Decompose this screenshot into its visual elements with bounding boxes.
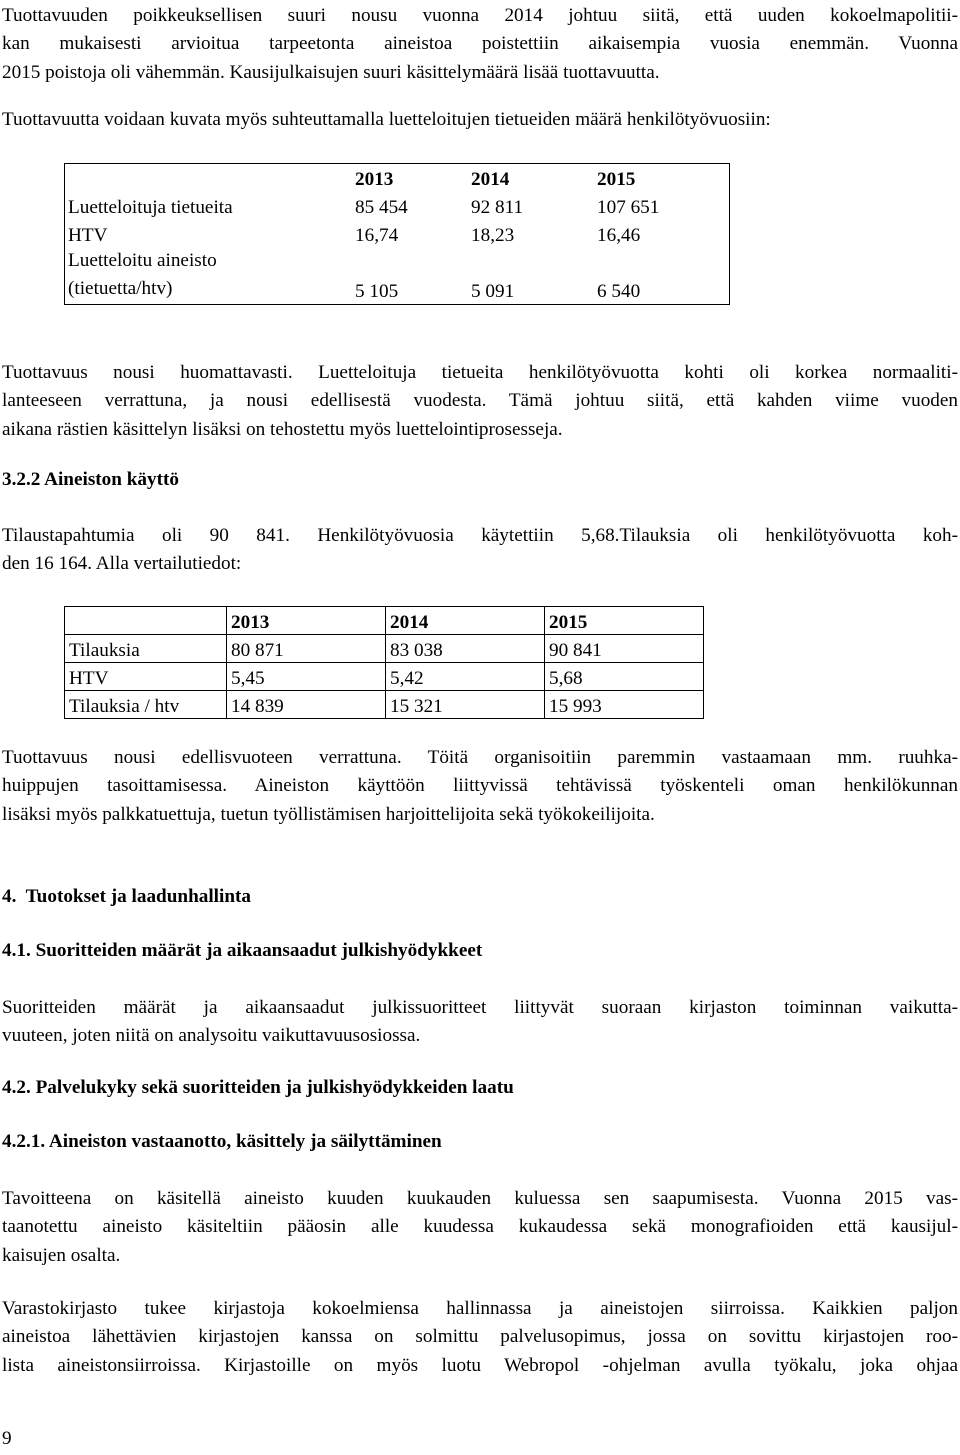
text-line: huippujen tasoittamisessa. Aineiston käyttöön liittyvissä tehtävissä työskenteli oman henkilökunnan <box>2 775 958 797</box>
table-cell: 16,74 <box>355 225 399 246</box>
table-cell-line: (tietuetta/htv) <box>68 278 173 299</box>
heading-3-2-2: 3.2.2 Aineiston käyttö <box>2 469 179 490</box>
table-cell: 15 993 <box>545 691 704 719</box>
text-line: lanteeseen verrattuna, ja nousi edellisestä vuodesta. Tämä johtuu siitä, että kahden viime vuoden <box>2 390 958 412</box>
text-line: aikana rästien käsittelyn lisäksi on tehostettu myös luettelointiprosesseja. <box>2 418 563 440</box>
table-header: 2014 <box>471 169 510 190</box>
table-cell: 83 038 <box>386 635 545 663</box>
table-cell: Tilauksia <box>65 635 227 663</box>
text-line: Varastokirjasto tukee kirjastoja kokoelmiensa hallinnassa ja aineistojen siirroissa. Kaikkien paljon <box>2 1298 958 1319</box>
paragraph-repository <box>2 1295 958 1380</box>
text-line: aineistoa lähettävien kirjastojen kanssa on solmittu palvelusopimus, jossa on sovittu kirjastojen roo- <box>2 1326 958 1348</box>
table-cell <box>65 607 227 635</box>
text-line: Tuottavuutta voidaan kuvata myös suhteuttamalla luetteloitujen tietueiden määrä henkilötyövuosiin: <box>2 109 771 130</box>
paragraph-goal <box>2 1185 958 1270</box>
table-cell: 15 321 <box>386 691 545 719</box>
text-line: den 16 164. Alla vertailutiedot: <box>2 553 242 575</box>
table-cell: 6 540 <box>597 281 641 302</box>
table-header: 2014 <box>386 607 545 635</box>
paragraph-usage <box>2 744 958 829</box>
table-cell <box>64 163 351 191</box>
text-line: Tuottavuus nousi edellisvuoteen verrattuna. Töitä organisoitiin paremmin vastaamaan mm. ruuhka- <box>2 747 958 768</box>
table-cell: 85 454 <box>355 197 408 218</box>
text-line: Tuottavuuden poikkeuksellisen suuri nousu vuonna 2014 johtuu siitä, että uuden kokoelmapolitii- <box>2 5 958 26</box>
table-cell <box>64 247 351 303</box>
paragraph-outputs <box>2 994 958 1051</box>
cataloguing-table <box>64 163 730 303</box>
table-cell: HTV <box>65 663 227 691</box>
page-number: 9 <box>2 1428 12 1449</box>
table-cell: 92 811 <box>471 197 524 218</box>
text-line: kaisujen osalta. <box>2 1244 121 1266</box>
table-cell: 5,45 <box>227 663 386 691</box>
paragraph-productivity <box>2 359 958 444</box>
text-line: taanotettu aineisto käsiteltiin pääosin alle kuudessa kukaudessa sekä monografioiden että kausijul- <box>2 1216 958 1238</box>
table-cell-line: Luetteloitu aineisto <box>68 250 217 271</box>
table-cell: HTV <box>68 225 108 246</box>
text-line: Tilaustapahtumia oli 90 841. Henkilötyövuosia käytettiin 5,68.Tilauksia oli henkilötyövuotta koh- <box>2 525 958 546</box>
text-line: vuuteen, joten niitä on analysoitu vaikuttavuusosiossa. <box>2 1025 421 1047</box>
table-header: 2013 <box>227 607 386 635</box>
intro-paragraph <box>2 2 958 87</box>
heading-4-2: 4.2. Palvelukyky sekä suoritteiden ja julkishyödykkeiden laatu <box>2 1077 514 1098</box>
orders-table <box>64 606 704 719</box>
paragraph-orders <box>2 522 958 579</box>
intro-paragraph-2 <box>2 106 958 134</box>
table-cell: Tilauksia / htv <box>65 691 227 719</box>
table-row <box>65 691 704 719</box>
table-row <box>64 219 730 247</box>
table-cell: 90 841 <box>545 635 704 663</box>
heading-4-2-1: 4.2.1. Aineiston vastaanotto, käsittely ja säilyttäminen <box>2 1131 442 1152</box>
table-header: 2015 <box>597 169 636 190</box>
table-header: 2015 <box>545 607 704 635</box>
heading-4: 4. Tuotokset ja laadunhallinta <box>2 886 251 907</box>
text-line: 2015 poistoja oli vähemmän. Kausijulkaisujen suuri käsittelymäärä lisää tuottavuutta. <box>2 61 660 83</box>
table-cell: Luetteloituja tietueita <box>68 197 233 218</box>
table-cell: 5 105 <box>355 281 399 302</box>
table-cell: 16,46 <box>597 225 641 246</box>
table-row <box>64 191 730 219</box>
table-header: 2013 <box>355 169 394 190</box>
text-line: Tuottavuus nousi huomattavasti. Luetteloituja tietueita henkilötyövuotta kohti oli korkea normaaliti- <box>2 362 958 383</box>
table-cell: 107 651 <box>597 197 660 218</box>
text-line: kan mukaisesti arvioitua tarpeetonta aineistoa poistettiin aikaisempia vuosia enemmän. Vuonna <box>2 33 958 55</box>
table-cell: 80 871 <box>227 635 386 663</box>
table-cell: 5 091 <box>471 281 515 302</box>
table-cell: 18,23 <box>471 225 515 246</box>
table-cell: 5,42 <box>386 663 545 691</box>
text-line: Suoritteiden määrät ja aikaansaadut julkissuoritteet liittyvät suoraan kirjaston toiminnan vaikutta- <box>2 997 958 1018</box>
table-cell: 14 839 <box>227 691 386 719</box>
table-row <box>65 635 704 663</box>
table-row <box>64 247 730 303</box>
heading-4-1: 4.1. Suoritteiden määrät ja aikaansaadut julkishyödykkeet <box>2 940 483 961</box>
text-line: lisäksi myös palkkatuettuja, tuetun työllistämisen harjoittelijoita sekä työkokeilijoita. <box>2 803 655 825</box>
table-row <box>64 163 730 191</box>
text-line: Tavoitteena on käsitellä aineisto kuuden kuukauden kuluessa sen saapumisesta. Vuonna 2015 vas- <box>2 1188 958 1209</box>
table-cell: 5,68 <box>545 663 704 691</box>
table-row <box>65 607 704 635</box>
text-line: lista aineistonsiirroissa. Kirjastoille on myös luotu Webropol -ohjelman avulla työkalu, joka ohjaa <box>2 1354 958 1376</box>
table-row <box>65 663 704 691</box>
